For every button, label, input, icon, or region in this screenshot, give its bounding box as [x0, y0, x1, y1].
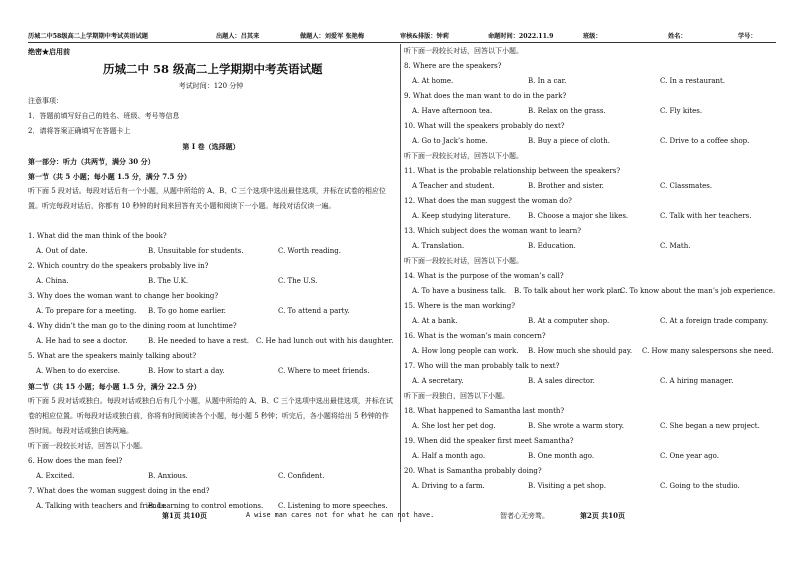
option-c[interactable]: C. To attend a party.	[278, 307, 350, 315]
class-field: 班级：	[583, 33, 602, 40]
section1-title: 第一节（共 5 小题；每小题 1.5 分，满分 7.5 分）	[28, 172, 191, 181]
option-b[interactable]: B. Education.	[528, 242, 576, 250]
listen-instruction: 听下面一段较长对话，回答以下小题。	[28, 442, 147, 450]
question-stem: 15. Where is the man working?	[404, 302, 515, 310]
exam-date: 命题时间：2022.11.9	[488, 33, 554, 40]
option-b[interactable]: B. Learning to control emotions.	[148, 502, 264, 510]
option-a[interactable]: A. At home.	[412, 77, 454, 85]
option-c[interactable]: C. The U.S.	[278, 277, 318, 285]
question-options	[404, 134, 776, 149]
option-a[interactable]: A. Go to Jack’s home.	[412, 137, 488, 145]
option-b[interactable]: B. How much she should pay.	[528, 347, 633, 355]
option-b[interactable]: B. Anxious.	[148, 472, 188, 480]
question-stem: 1. What did the man think of the book?	[28, 232, 167, 240]
question-options	[404, 419, 776, 434]
proofreader: 审核&排版：钟莉	[400, 33, 449, 40]
question-stem: 14. What is the purpose of the woman’s call?	[404, 272, 564, 280]
listen-instruction: 听下面一段较长对话，回答以下小题。	[404, 257, 523, 265]
option-c[interactable]: C. One year ago.	[660, 452, 719, 460]
option-c[interactable]: C. Going to the studio.	[660, 482, 740, 490]
option-c[interactable]: C. She began a new project.	[660, 422, 760, 430]
option-a[interactable]: A. To prepare for a meeting.	[36, 307, 137, 315]
option-a[interactable]: A. He had to see a doctor.	[36, 337, 128, 345]
option-b[interactable]: B. How to start a day.	[148, 367, 225, 375]
option-a[interactable]: A. Out of date.	[36, 247, 88, 255]
question-options	[404, 179, 776, 194]
option-b[interactable]: B. To talk about her work plan.	[514, 287, 625, 295]
page-footer	[0, 511, 794, 525]
id-field: 学号：	[738, 33, 757, 40]
question-options	[404, 374, 776, 389]
option-c[interactable]: C. He had lunch out with his daughter.	[256, 337, 394, 345]
option-b[interactable]: B. He needed to have a rest.	[148, 337, 249, 345]
option-c[interactable]: C. Confident.	[278, 472, 325, 480]
question-stem: 16. What is the woman’s main concern?	[404, 332, 546, 340]
question-options	[28, 334, 394, 349]
question-stem: 9. What does the man want to do in the park?	[404, 92, 567, 100]
option-a[interactable]: A. A secretary.	[412, 377, 464, 385]
question-stem: 10. What will the speakers probably do next?	[404, 122, 565, 130]
option-a[interactable]: A. China.	[36, 277, 69, 285]
setter: 出题人：吕其来	[216, 33, 260, 40]
option-a[interactable]: A. Half a month ago.	[412, 452, 486, 460]
option-c[interactable]: C. Math.	[660, 242, 691, 250]
option-c[interactable]: C. A hiring manager.	[660, 377, 734, 385]
option-c[interactable]: C. Drive to a coffee shop.	[660, 137, 750, 145]
question-options	[404, 314, 776, 329]
option-c[interactable]: C. Worth reading.	[278, 247, 341, 255]
question-stem: 11. What is the probable relationship between the speakers?	[404, 167, 621, 175]
section2-title: 第二节（共 15 小题；每小题 1.5 分，满分 22.5 分）	[28, 382, 201, 391]
exam-time: 考试时间：120 分钟	[178, 82, 244, 90]
question-stem: 7. What does the woman suggest doing in the end?	[28, 487, 210, 495]
exam-title: 历城二中 58 级高二上学期期中考英语试题	[103, 62, 323, 76]
option-b[interactable]: B. In a car.	[528, 77, 567, 85]
question-stem: 4. Why didn’t the man go to the dining room at lunchtime?	[28, 322, 237, 330]
option-a[interactable]: A. To have a business talk.	[412, 287, 507, 295]
question-options	[28, 244, 394, 259]
option-b[interactable]: B. Unsuitable for students.	[148, 247, 244, 255]
option-b[interactable]: B. Brother and sister.	[528, 182, 604, 190]
listen-instruction: 听下面一段较长对话，回答以下小题。	[404, 47, 523, 55]
reviewer: 做题人：刘爱军 张艳梅	[300, 33, 365, 40]
note-1: 1．答题前填写好自己的姓名、班级、考号等信息	[28, 112, 180, 120]
secret-mark: 绝密★启用前	[28, 47, 70, 56]
question-stem: 2. Which country do the speakers probably live in?	[28, 262, 209, 270]
question-options	[404, 239, 776, 254]
option-b[interactable]: B. Relax on the grass.	[528, 107, 606, 115]
option-c[interactable]: C. Talk with her teachers.	[660, 212, 752, 220]
listen-instruction: 听下面一段较长对话，回答以下小题。	[404, 152, 523, 160]
question-stem: 8. Where are the speakers?	[404, 62, 502, 70]
option-c[interactable]: C. At a foreign trade company.	[660, 317, 769, 325]
exam-header	[28, 30, 776, 43]
question-options	[28, 304, 394, 319]
option-c[interactable]: C. To know about the man’s job experience.	[620, 287, 776, 295]
question-options	[28, 364, 394, 379]
exam-name: 历城二中58级高二上学期期中考试英语试题	[28, 33, 148, 40]
option-a[interactable]: A. Talking with teachers and friends.	[36, 502, 167, 510]
question-options	[404, 344, 776, 359]
option-a[interactable]: A. When to do exercise.	[36, 367, 120, 375]
part1-title: 第一部分：听力（共两节，满分 30 分）	[28, 157, 155, 166]
motto-chinese: 智者心无旁骛。	[500, 512, 549, 520]
option-a[interactable]: A. Driving to a farm.	[412, 482, 485, 490]
question-options	[404, 209, 776, 224]
question-options	[404, 104, 776, 119]
option-b[interactable]: B. She wrote a warm story.	[528, 422, 624, 430]
question-stem: 3. Why does the woman want to change her booking?	[28, 292, 219, 300]
option-b[interactable]: B. Visiting a pet shop.	[528, 482, 606, 490]
option-c[interactable]: C. Classmates.	[660, 182, 713, 190]
note-2: 2．请将答案正确填写在答题卡上	[28, 127, 131, 135]
option-a[interactable]: A. Excited.	[36, 472, 75, 480]
option-a[interactable]: A. She lost her pet dog.	[412, 422, 496, 430]
question-stem: 17. Who will the man probably talk to next?	[404, 362, 560, 370]
option-c[interactable]: C. Where to meet friends.	[278, 367, 370, 375]
question-options	[404, 479, 776, 494]
notes-title: 注意事项：	[28, 97, 63, 105]
option-b[interactable]: B. To go home earlier.	[148, 307, 226, 315]
question-options	[404, 284, 776, 299]
question-options	[28, 274, 394, 289]
question-stem: 5. What are the speakers mainly talking about?	[28, 352, 197, 360]
right-column	[404, 44, 776, 494]
question-stem: 18. What happened to Samantha last month?	[404, 407, 565, 415]
option-a[interactable]: A. How long people can work.	[412, 347, 519, 355]
option-b[interactable]: B. One month ago.	[528, 452, 595, 460]
column-divider	[400, 44, 401, 522]
question-stem: 13. Which subject does the woman want to learn?	[404, 227, 582, 235]
section1-instructions: 听下面 5 段对话。每段对话后有一个小题，从题中所给的 A、B、C 三个选项中选出最佳选项，并标在试卷的相应位置。听完每段对话后，你都有 10 秒钟的时间来回答有关小题和阅读下一小题。每段对话仅读一遍。	[28, 187, 386, 210]
section2-instructions: 听下面 5 段对话或独白。每段对话或独白后有几个小题，从题中所给的 A、B、C 三个选项中选出最佳选项，并标在试卷的相应位置。听每段对话或独白前，你将有时间阅读各个小题，每小题 5 秒钟；听完后，各小题将给出 5 秒钟的作答时间。每段对话或独白读两遍。	[28, 397, 393, 435]
option-b[interactable]: B. Choose a major she likes.	[528, 212, 629, 220]
name-field: 姓名：	[668, 33, 687, 40]
page-number-left: 第1页 共10页	[162, 511, 208, 520]
option-a[interactable]: A Teacher and student.	[412, 182, 495, 190]
question-options	[404, 449, 776, 464]
option-b[interactable]: B. At a computer shop.	[528, 317, 610, 325]
page-number-right: 第2页 共10页	[580, 511, 626, 520]
option-a[interactable]: A. Keep studying literature.	[412, 212, 511, 220]
volume-title: 第 I 卷（选择题）	[182, 142, 240, 151]
option-b[interactable]: B. The U.K.	[148, 277, 189, 285]
question-options	[28, 469, 394, 484]
option-b[interactable]: B. A sales director.	[528, 377, 595, 385]
option-a[interactable]: A. At a bank.	[412, 317, 458, 325]
question-options	[404, 74, 776, 89]
question-stem: 19. When did the speaker first meet Samantha?	[404, 437, 574, 445]
option-a[interactable]: A. Have afternoon tea.	[412, 107, 493, 115]
option-a[interactable]: A. Translation.	[412, 242, 465, 250]
option-c[interactable]: C. How many salespersons she need.	[642, 347, 774, 355]
option-b[interactable]: B. Buy a piece of cloth.	[528, 137, 610, 145]
left-column	[28, 44, 394, 514]
question-stem: 20. What is Samantha probably doing?	[404, 467, 542, 475]
option-c[interactable]: C. Fly kites.	[660, 107, 703, 115]
option-c[interactable]: C. In a restaurant.	[660, 77, 726, 85]
option-c[interactable]: C. Listening to more speeches.	[278, 502, 388, 510]
motto-english: A wise man cares not for what he can not have.	[246, 511, 435, 519]
question-stem: 6. How does the man feel?	[28, 457, 123, 465]
question-stem: 12. What does the man suggest the woman do?	[404, 197, 572, 205]
listen-instruction: 听下面一段独白，回答以下小题。	[404, 392, 509, 400]
